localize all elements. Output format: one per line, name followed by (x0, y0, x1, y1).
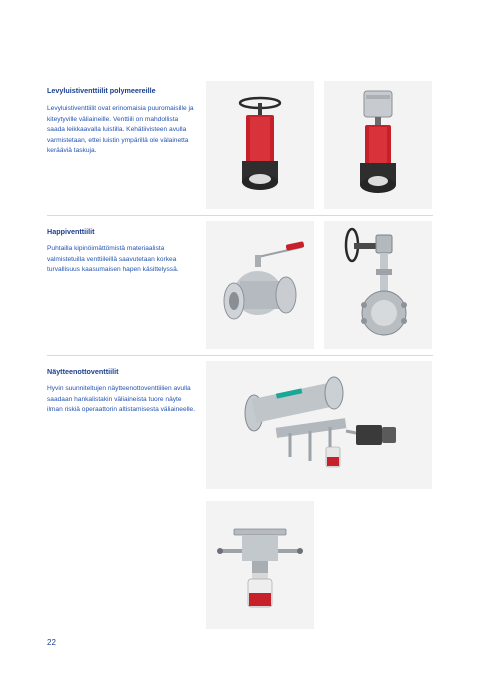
butterfly-valve-handwheel-icon (324, 221, 432, 349)
ball-valve-lever-icon (206, 221, 314, 349)
section-title-sampling: Näytteenottoventtiilit (47, 367, 119, 376)
section-body-knife-gate: Levyluistiventtiilit ovat erinomaisia puuromaisille ja kiteytyville väliaineille. Venttiili on mahdollista saada leikkaavalla luistilla. Kehätiivisteen avulla varmistetaan, ettei luistin ympärillä ole välainetta kerääviä taskuja. (47, 105, 194, 155)
sampling-valve-bottle-icon (206, 501, 314, 629)
page-number: 22 (47, 638, 56, 647)
ball-valve-lever-image (206, 221, 314, 349)
butterfly-valve-handwheel-image (324, 221, 432, 349)
sampling-valve-assembly-image (206, 361, 432, 489)
knife-gate-valve-actuator-image (324, 81, 432, 209)
knife-gate-valve-handwheel-image (206, 81, 314, 209)
section-body-oxygen: Puhtailla kipinöimättömistä materiaalista valmistetuilla venttiileillä saavutetaan korkea turvallisuus kaasumaisen hapen käsittelyssä. (47, 245, 179, 274)
section-body-sampling: Hyvin suunniteltujen näytteenottoventtiilien avulla saadaan hankalistakin väliaineista tuore näyte ilman riskiä operaattorin altistamisesta väliaineelle. (47, 385, 196, 414)
section-title-knife-gate: Levyluistiventtiilit polymeereille (47, 86, 156, 95)
sampling-valve-bottle-image (206, 501, 314, 629)
knife-gate-valve-handwheel-icon (206, 81, 314, 209)
section-divider (47, 355, 433, 356)
knife-gate-valve-actuator-icon (324, 81, 432, 209)
section-divider (47, 215, 433, 216)
section-title-oxygen: Happiventtiilit (47, 227, 95, 236)
sampling-valve-assembly-icon (206, 361, 432, 489)
